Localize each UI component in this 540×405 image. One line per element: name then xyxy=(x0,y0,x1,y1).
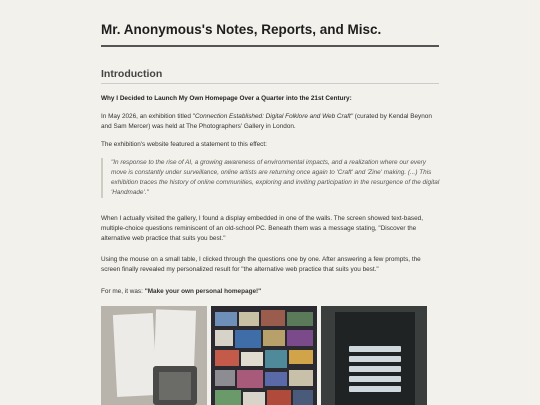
zine-tile xyxy=(261,310,285,326)
kiosk-option xyxy=(349,356,401,362)
section-divider xyxy=(101,83,439,84)
exhibition-quote: "In response to the rise of AI, a growing awareness of environmental impacts, and a realization where our every move is constantly under surveillance, online artists are returning once again to 'Craft' and 'Zine' making. (...) This exhibition traces the history of online communities, exploring and inviting participation in the resurgence of the digital 'Handmade'." xyxy=(101,158,441,198)
zine-tile xyxy=(287,330,313,346)
zine-tile xyxy=(215,312,237,326)
title-divider xyxy=(101,45,439,47)
kiosk-option xyxy=(349,376,401,382)
my-result-text: "Make your own personal homepage!" xyxy=(144,288,262,295)
photo-kiosk-screen[interactable] xyxy=(321,306,427,405)
page-title: Mr. Anonymous's Notes, Reports, and Misc. xyxy=(101,22,382,37)
zine-tile xyxy=(243,392,265,405)
paragraph-my-result xyxy=(101,287,439,297)
device-screen xyxy=(159,372,191,400)
kiosk-option xyxy=(349,346,401,352)
zine-tile xyxy=(293,390,313,405)
paragraph-statement-intro: The exhibition's website featured a statement to this effect: xyxy=(101,141,267,148)
zine-tile xyxy=(287,312,313,326)
printed-card-right xyxy=(154,309,196,370)
paragraph-exhibition xyxy=(101,112,439,132)
zine-tile xyxy=(215,330,233,346)
zine-tile xyxy=(265,350,287,368)
zine-tile xyxy=(289,350,313,364)
para1-before: In May 2026, an exhibition titled xyxy=(101,113,193,120)
photo-gallery xyxy=(101,306,439,405)
zine-tile xyxy=(289,370,313,386)
exhibition-title: "Connection Established: Digital Folklore and Web Craft" xyxy=(192,113,354,120)
zine-tile xyxy=(215,370,235,386)
zine-tile xyxy=(235,330,261,348)
zine-tile xyxy=(267,390,291,405)
kiosk-option xyxy=(349,366,401,372)
kiosk-option xyxy=(349,386,401,392)
section-heading: Introduction xyxy=(101,68,163,80)
zine-tile xyxy=(265,372,287,386)
zine-tile xyxy=(263,330,285,346)
paragraph-visit: When I actually visited the gallery, I found a display embedded in one of the walls. The screen showed text-based, multiple-choice questions reminiscent of an old-school PC. Beneath them was a message stating, "Discover the alternative web practice that suits you best." xyxy=(101,215,423,242)
photo-printed-cards[interactable] xyxy=(101,306,207,405)
paragraph-result: Using the mouse on a small table, I clicked through the questions one by one. After answering a few prompts, the screen finally revealed my personalized result for "the alternative web practice that suits you best." xyxy=(101,256,421,273)
zine-tile xyxy=(215,350,239,366)
zine-tile xyxy=(237,370,263,388)
para1-after: (curated by Kendal Beynon and Sam Mercer) was held at The Photographers' Gallery in London. xyxy=(101,113,432,130)
zine-tile xyxy=(241,352,263,366)
printed-card-left xyxy=(113,313,157,397)
para5-before: For me, it was: xyxy=(101,288,145,295)
zine-tile xyxy=(239,312,259,326)
zine-tile xyxy=(215,390,241,405)
subheading: Why I Decided to Launch My Own Homepage Over a Quarter into the 21st Century: xyxy=(101,95,352,102)
photo-zine-wall[interactable] xyxy=(211,306,317,405)
